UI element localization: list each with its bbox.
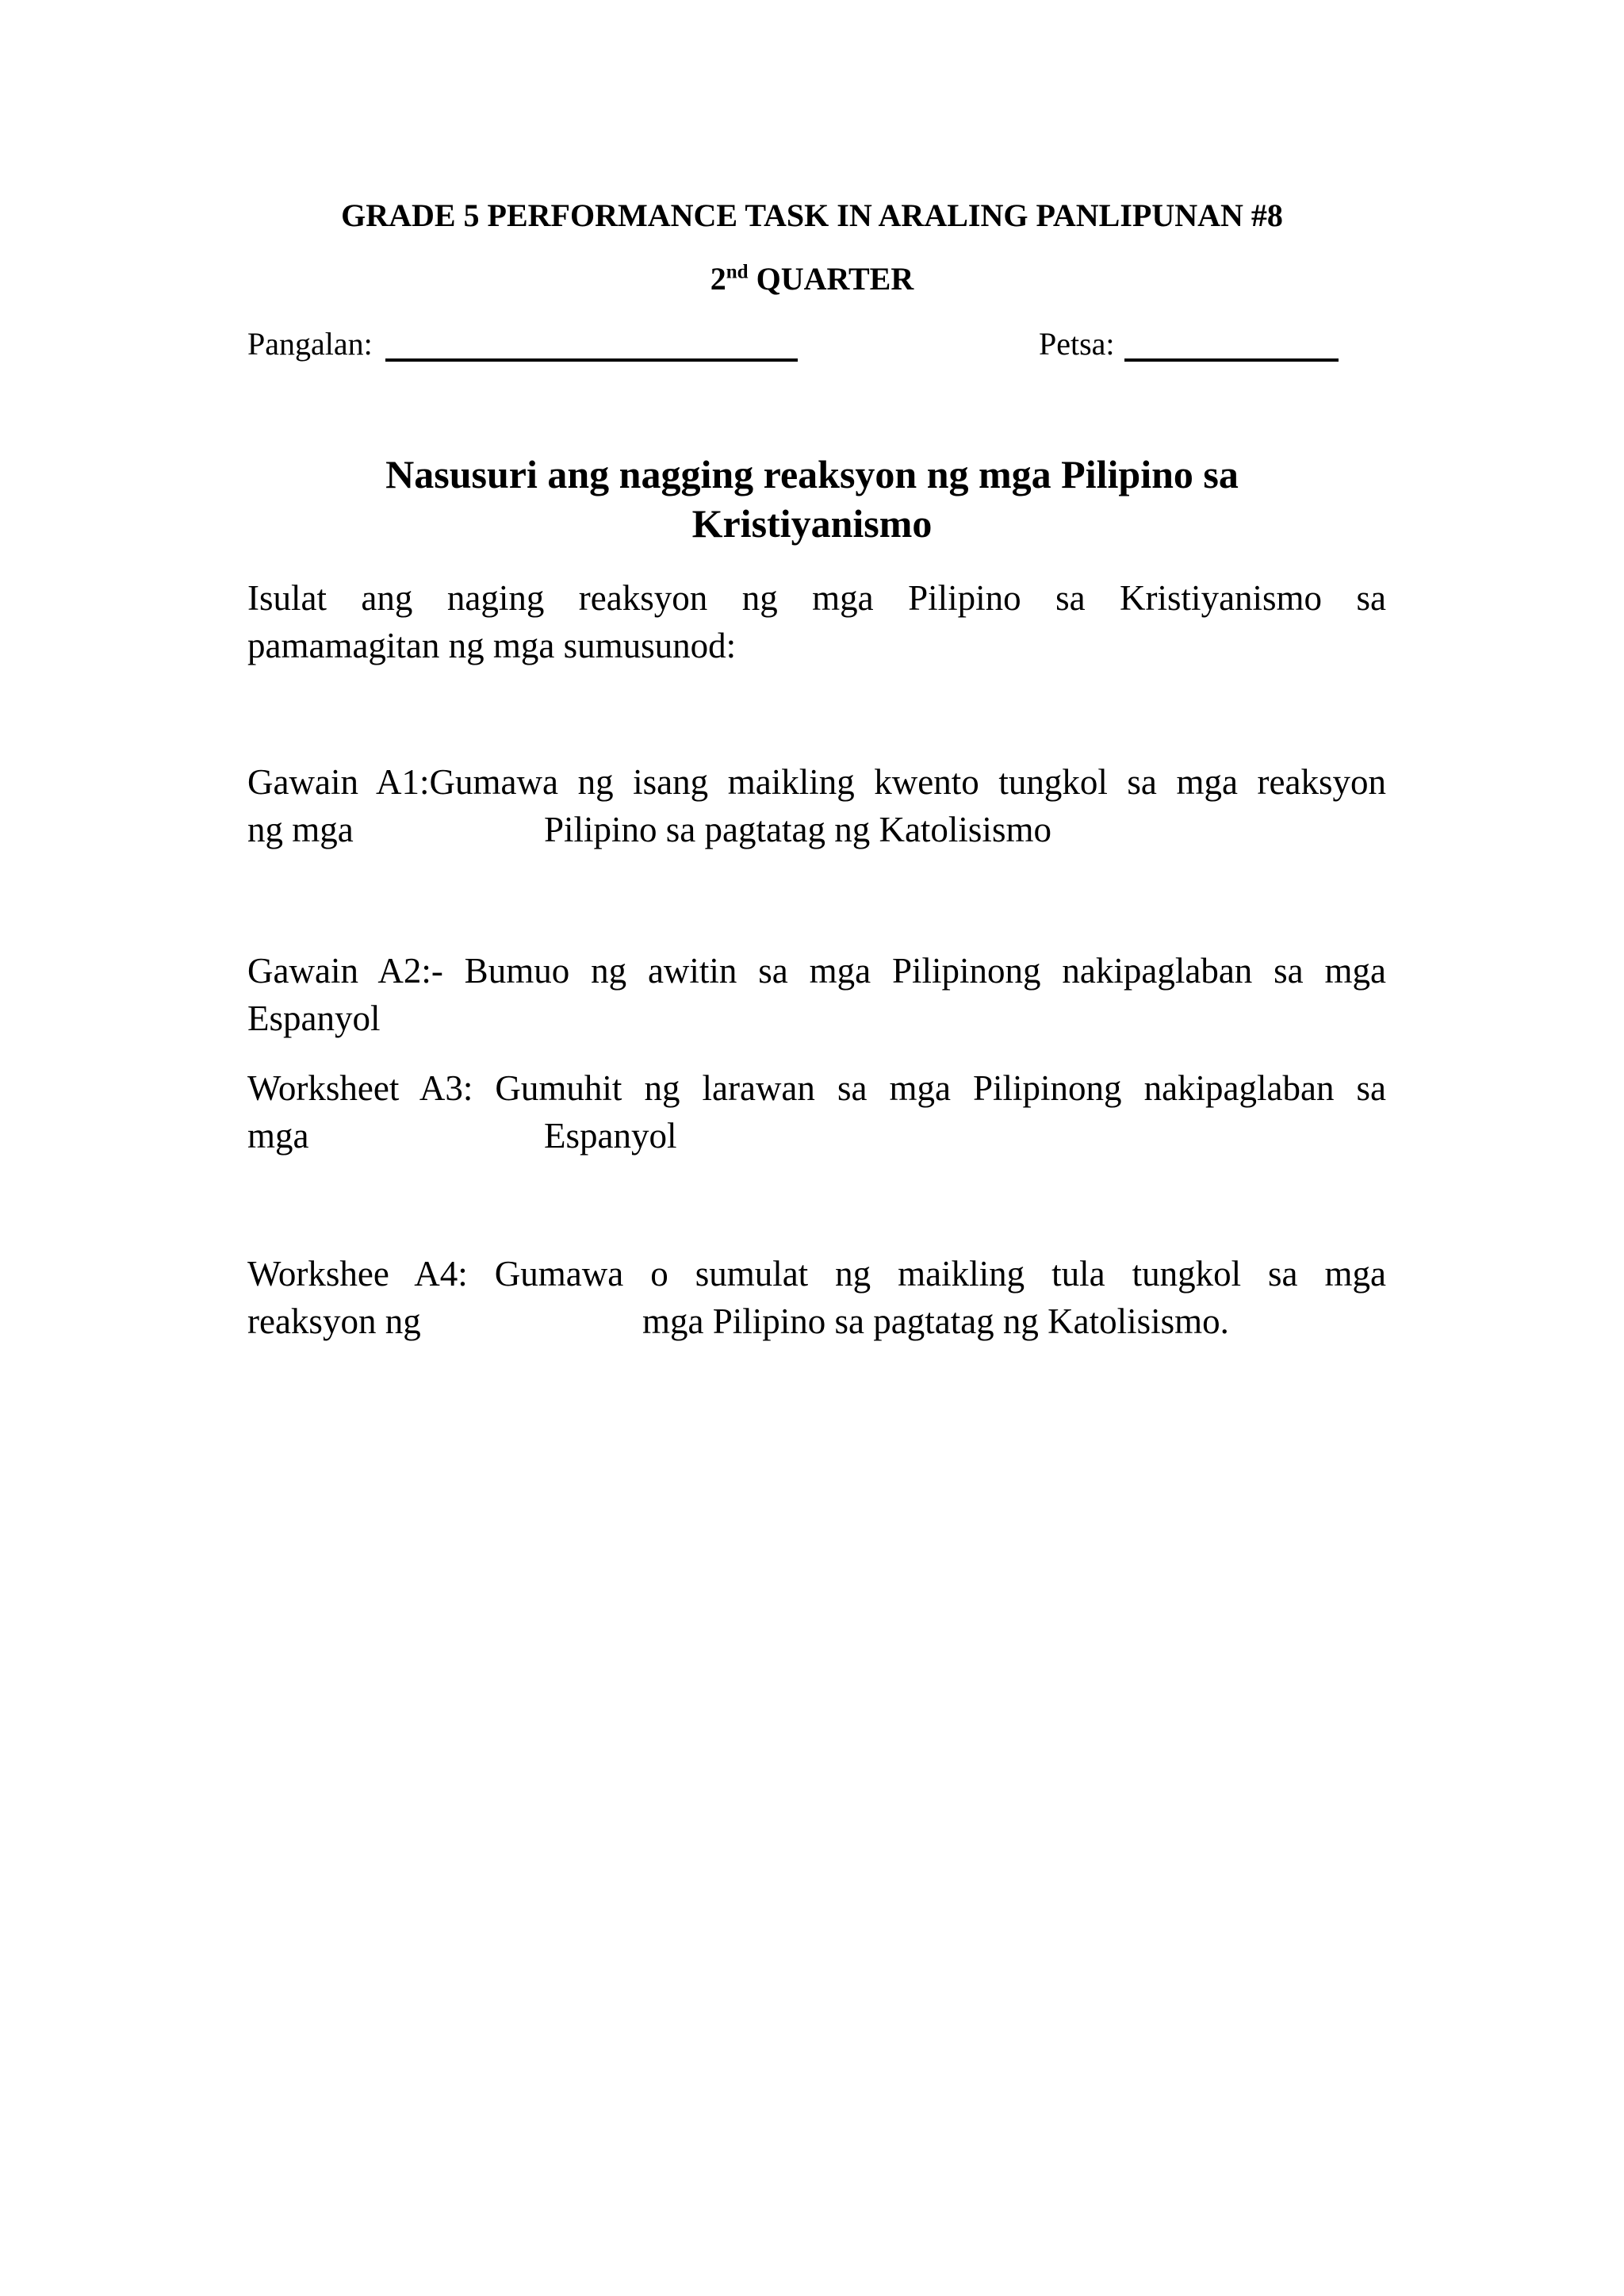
document-title-line-2: Kristiyanismo: [691, 501, 933, 546]
worksheet-header-title: GRADE 5 PERFORMANCE TASK IN ARALING PANLIPUNAN #8: [341, 197, 1283, 233]
document-title-line-1: Nasusuri ang nagging reaksyon ng mga Pilipino sa: [385, 452, 1239, 496]
task-a2-line-2: Espanyol: [247, 999, 381, 1038]
task-a1-line-2-end: Pilipino sa pagtatag ng Katolisismo: [544, 810, 1051, 849]
task-a3-line-1: Worksheet A3: Gumuhit ng larawan sa mga Pilipinong nakipaglaban sa: [247, 1068, 1386, 1108]
task-a4-line-2-start: reaksyon ng: [247, 1301, 421, 1341]
quarter-number: 2: [710, 261, 726, 297]
date-blank-line[interactable]: [1124, 358, 1339, 362]
task-a4-line-2-end: mga Pilipino sa pagtatag ng Katolisismo.: [642, 1301, 1229, 1341]
task-a3-line-2-start: mga: [247, 1116, 309, 1156]
instructions-line-1: Isulat ang naging reaksyon ng mga Pilipino sa Kristiyanismo sa: [247, 578, 1386, 618]
task-a3-line-2-end: Espanyol: [544, 1116, 677, 1156]
instructions-line-2: pamamagitan ng mga sumusunod:: [247, 626, 737, 665]
task-a4-line-1: Workshee A4: Gumawa o sumulat ng maikling tula tungkol sa mga: [247, 1254, 1386, 1294]
task-a1-line-1: Gawain A1:Gumawa ng isang maikling kwento tungkol sa mga reaksyon: [247, 762, 1386, 802]
quarter-suffix: nd: [726, 261, 749, 283]
name-label: Pangalan:: [247, 326, 373, 362]
name-blank-line[interactable]: [385, 358, 798, 362]
quarter-label: [0, 260, 1624, 298]
task-a1-line-2-start: ng mga: [247, 810, 354, 849]
quarter-word: QUARTER: [756, 261, 914, 297]
date-label: Petsa:: [1039, 326, 1115, 362]
task-a2-line-1: Gawain A2:- Bumuo ng awitin sa mga Pilipinong nakipaglaban sa mga: [247, 951, 1386, 991]
